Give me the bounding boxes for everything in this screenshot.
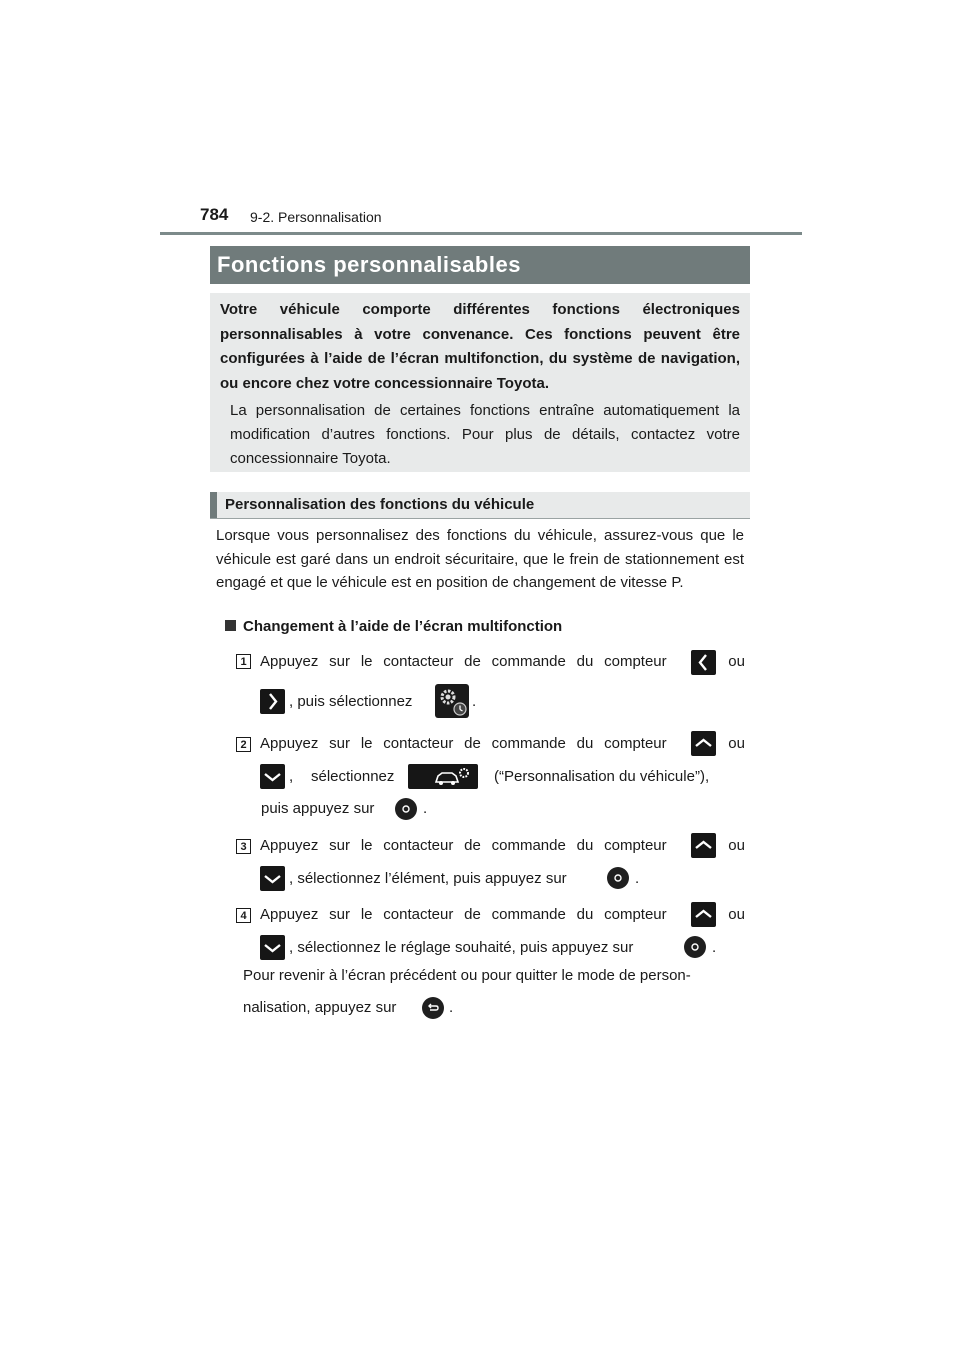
chevron-up-icon (691, 902, 716, 927)
step-line: . (472, 693, 477, 710)
word: commande (491, 837, 566, 854)
word: Appuyez (260, 906, 319, 923)
step-number: 3 (236, 839, 251, 854)
step-line: puis appuyez sur (261, 800, 375, 817)
step-line: (“Personnalisation du véhicule”), (494, 768, 710, 785)
chevron-right-icon (260, 689, 285, 714)
ok-button-icon (607, 867, 629, 889)
word: le (360, 837, 373, 854)
word: sur (329, 906, 351, 923)
section-label: 9-2. Personnalisation (250, 209, 382, 225)
word: compteur (604, 735, 667, 752)
word: compteur (604, 906, 667, 923)
step-line: , puis sélectionnez (289, 693, 413, 710)
step-line: , (289, 768, 294, 785)
step-number: 4 (236, 908, 251, 923)
word: Appuyez (260, 653, 319, 670)
step-line: . (635, 870, 640, 887)
step-line (260, 836, 745, 856)
word: commande (491, 735, 566, 752)
step-line: , sélectionnez le réglage souhaité, puis appuyez sur (289, 939, 634, 956)
word: du (576, 735, 594, 752)
page-title: Fonctions personnalisables (210, 246, 750, 284)
settings-gear-icon (435, 684, 469, 718)
step-line (260, 652, 745, 672)
word: le (360, 735, 373, 752)
intro-box (210, 293, 750, 472)
word: sur (329, 837, 351, 854)
word: de (464, 837, 481, 854)
header-rule (160, 232, 802, 235)
word: le (360, 906, 373, 923)
word: Appuyez (260, 837, 319, 854)
chevron-down-icon (260, 866, 285, 891)
chevron-up-icon (691, 833, 716, 858)
word: le (360, 653, 373, 670)
step-line (260, 734, 745, 754)
intro-note: La personnalisation de certaines fonctions entraîne automatiquement la modification d’autres fonctions. Pour plus de détails, contactez votre concessionnaire Toyota. (230, 402, 740, 467)
ok-button-icon (684, 936, 706, 958)
step-number: 1 (236, 654, 251, 669)
step-line: , sélectionnez l’élément, puis appuyez sur (289, 870, 567, 887)
word: commande (491, 653, 566, 670)
word: ou (728, 653, 745, 670)
word: contacteur (383, 653, 454, 670)
word: du (576, 653, 594, 670)
footer-note-line: . (449, 999, 454, 1016)
word: ou (728, 906, 745, 923)
word: du (576, 837, 594, 854)
ok-button-icon (395, 798, 417, 820)
bullet-heading (225, 618, 562, 635)
footer-note-line: nalisation, appuyez sur (243, 999, 397, 1016)
word: de (464, 906, 481, 923)
chevron-down-icon (260, 935, 285, 960)
word: commande (491, 906, 566, 923)
word: contacteur (383, 735, 454, 752)
word: Appuyez (260, 735, 319, 752)
word: de (464, 735, 481, 752)
step-line: sélectionnez (311, 768, 395, 785)
subsection-heading: Personnalisation des fonctions du véhicule (210, 492, 750, 518)
word: de (464, 653, 481, 670)
bullet-square-icon (225, 620, 236, 631)
footer-note-line: Pour revenir à l’écran précédent ou pour quitter le mode de person- (243, 967, 691, 984)
word: sur (329, 653, 351, 670)
step-line (260, 905, 745, 925)
back-button-icon (422, 997, 444, 1019)
step-line: . (423, 800, 428, 817)
intro-text: Votre véhicule comporte différentes fonctions électroniques personnalisables à votre convenance. Ces fonctions peuvent être configurées à l’aide de l’écran multifonction, du système de navigation, ou encore chez votre concessionnaire Toyota. (220, 301, 740, 392)
bullet-heading-text: Changement à l’aide de l’écran multifonction (243, 618, 563, 635)
word: contacteur (383, 837, 454, 854)
word: ou (728, 837, 745, 854)
word: ou (728, 735, 745, 752)
step-number: 2 (236, 737, 251, 752)
word: compteur (604, 837, 667, 854)
word: contacteur (383, 906, 454, 923)
word: compteur (604, 653, 667, 670)
chevron-left-icon (691, 650, 716, 675)
step-line: . (712, 939, 717, 956)
chevron-down-icon (260, 764, 285, 789)
subsection-paragraph: Lorsque vous personnalisez des fonctions du véhicule, assurez-vous que le véhicule est garé dans un endroit sécuritaire, que le frein de stationnement est engagé et que le véhicule est en position de changement de vitesse P. (216, 527, 744, 591)
vehicle-settings-icon (408, 764, 478, 789)
chevron-up-icon (691, 731, 716, 756)
word: du (576, 906, 594, 923)
word: sur (329, 735, 351, 752)
subsection-rule (210, 518, 750, 519)
page-number: 784 (200, 205, 229, 224)
